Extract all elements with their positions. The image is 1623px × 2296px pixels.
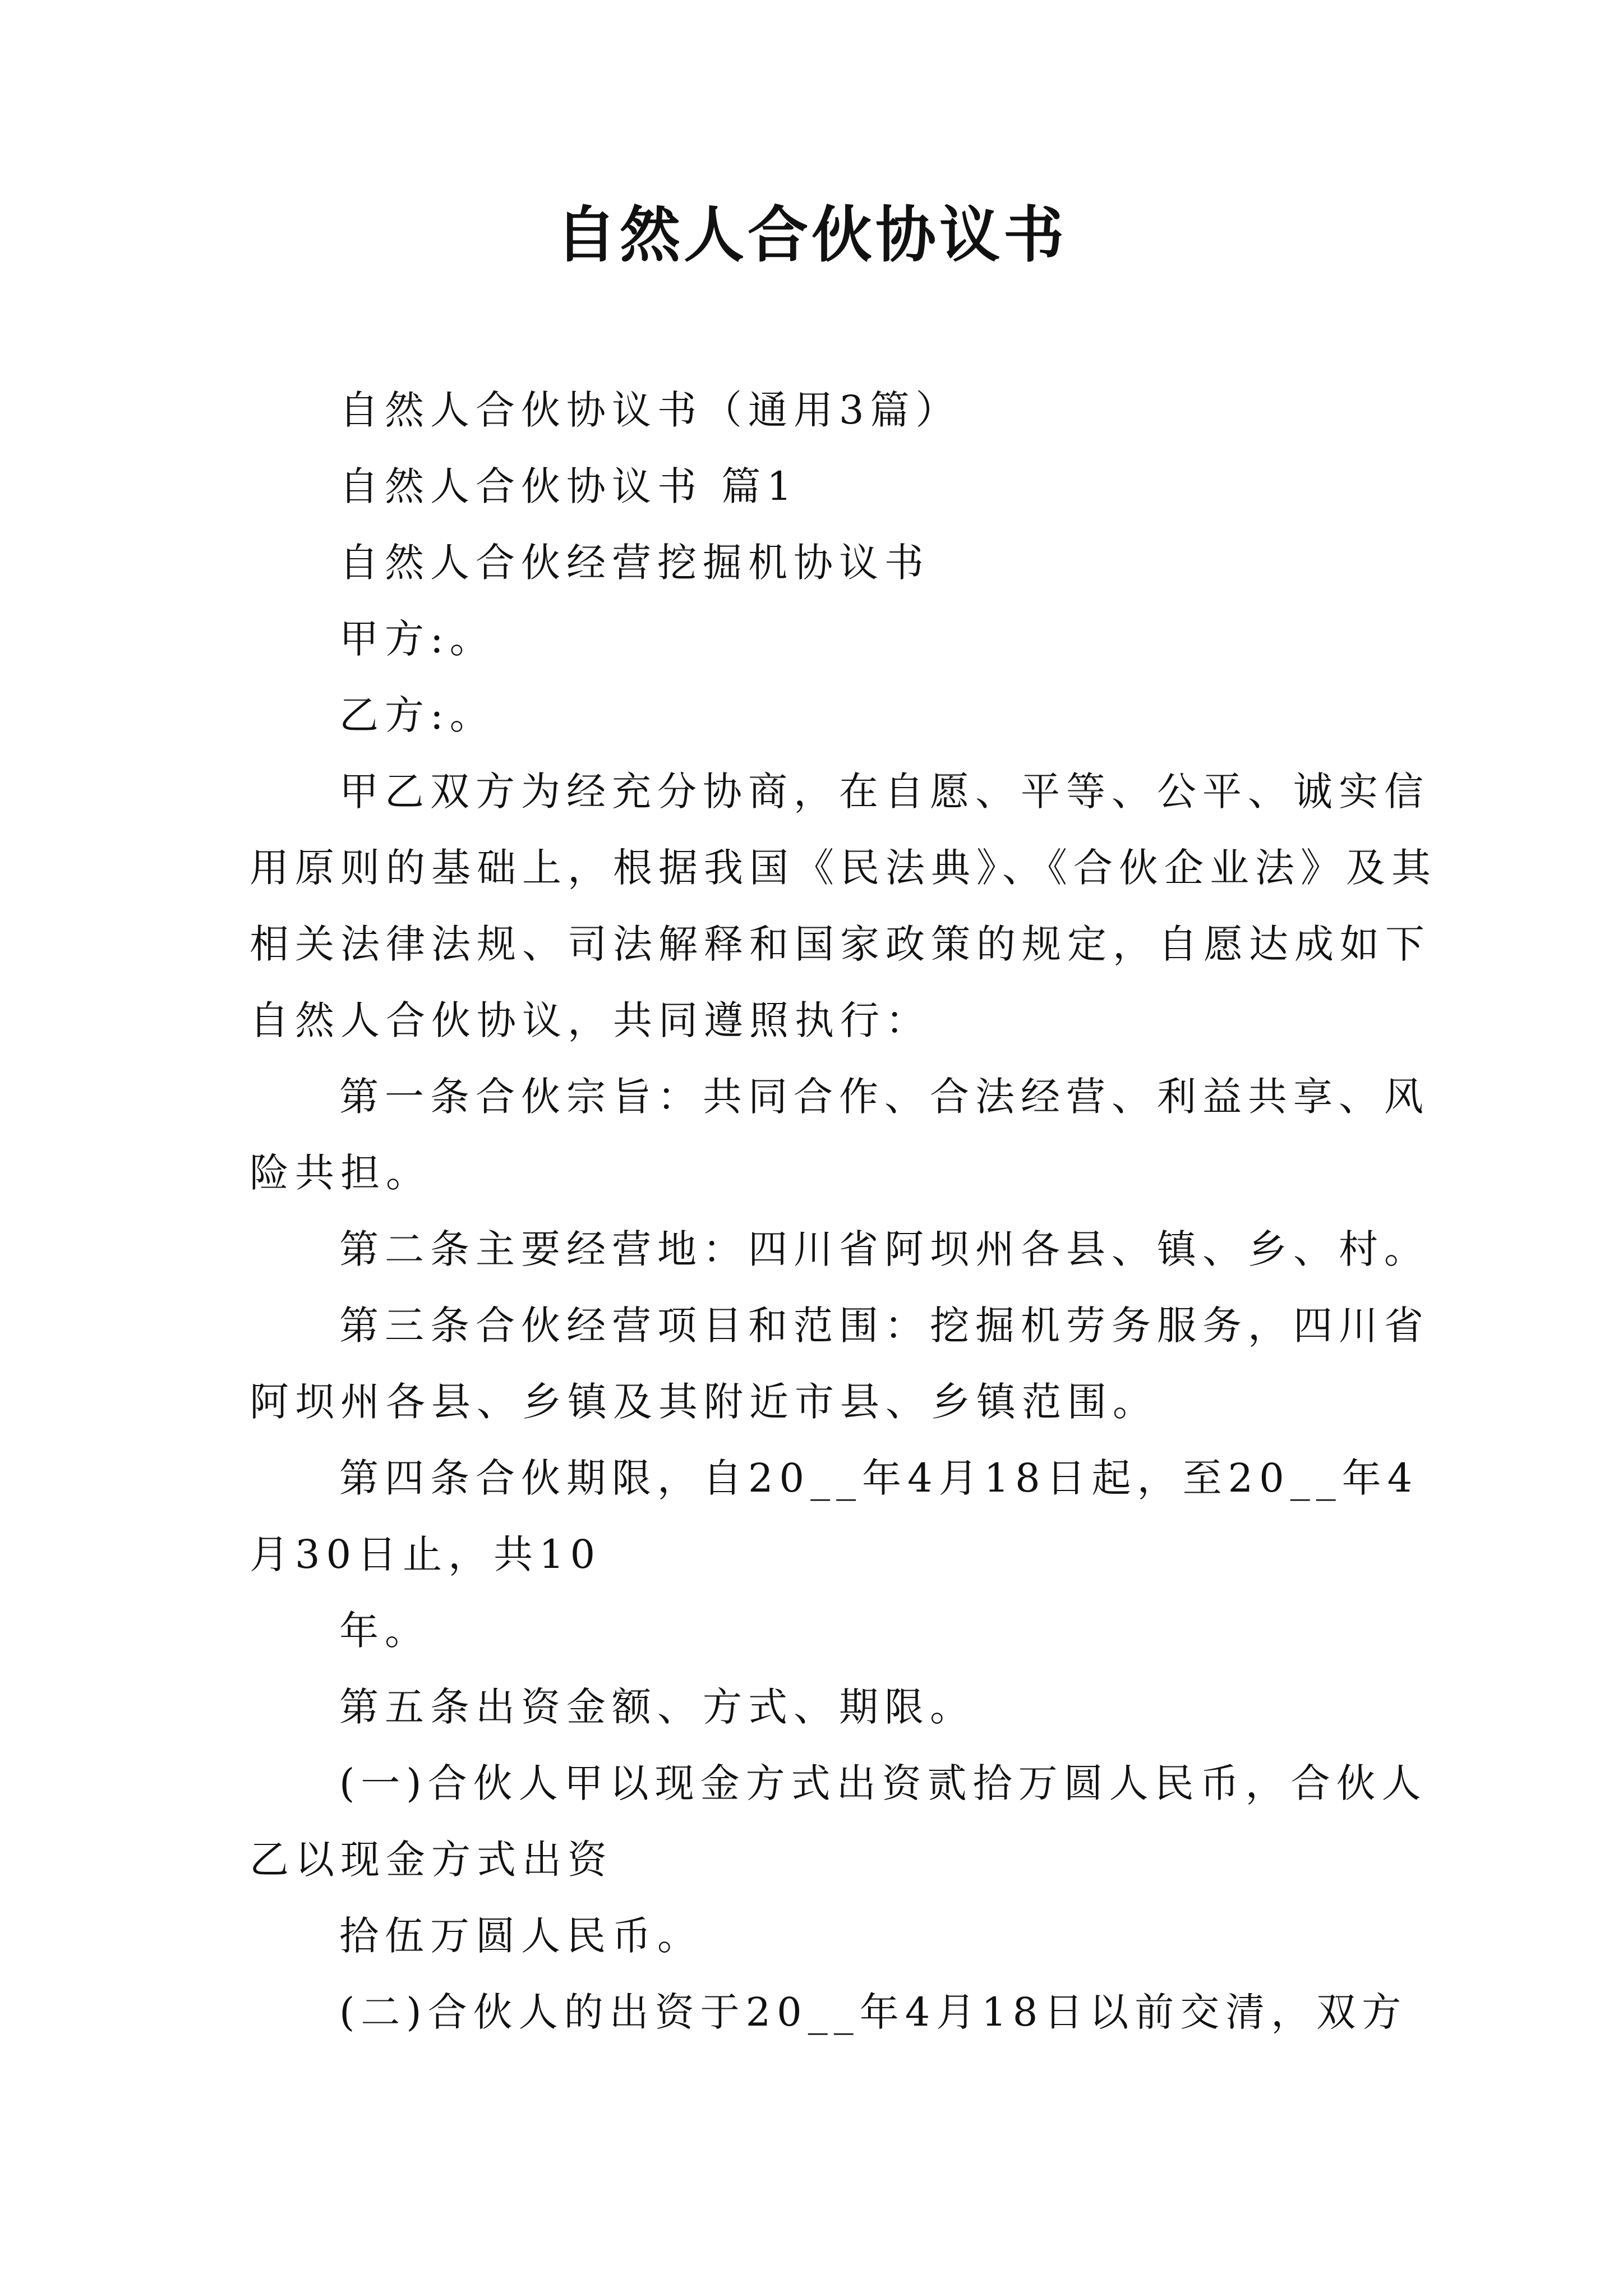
article-5-clause-2: (二)合伙人的出资于20__年4月18日以前交清，双方: [339, 1989, 1408, 2035]
party-b-line: 乙方:。: [339, 692, 495, 738]
article-4-line: 年。: [339, 1608, 430, 1654]
paragraph-line: 甲乙双方为经充分协商，在自愿、平等、公平、诚实信: [339, 769, 1430, 815]
paragraph-line: 相关法律法规、司法解释和国家政策的规定，自愿达成如下: [250, 921, 1431, 967]
article-4-line: 月30日止，共10: [250, 1531, 602, 1577]
article-1-line: 第一条合伙宗旨：共同合作、合法经营、利益共享、风: [339, 1074, 1430, 1120]
article-5-clause-1: 乙以现金方式出资: [250, 1837, 613, 1883]
article-4-line: 第四条合伙期限，自20__年4月18日起，至20__年4: [339, 1455, 1419, 1501]
article-5-line: 第五条出资金额、方式、期限。: [339, 1684, 975, 1730]
article-1-line: 险共担。: [250, 1150, 431, 1196]
agreement-name: 自然人合伙经营挖掘机协议书: [339, 540, 930, 586]
paragraph-line: 自然人合伙协议，共同遵照执行：: [250, 997, 931, 1043]
article-3-line: 阿坝州各县、乡镇及其附近市县、乡镇范围。: [250, 1379, 1158, 1425]
article-3-line: 第三条合伙经营项目和范围：挖掘机劳务服务，四川省: [339, 1303, 1430, 1349]
article-5-clause-1: 拾伍万圆人民币。: [339, 1913, 703, 1959]
article-2-line: 第二条主要经营地：四川省阿坝州各县、镇、乡、村。: [339, 1226, 1430, 1272]
subtitle-line: 自然人合伙协议书（通用3篇）: [339, 387, 961, 433]
party-a-line: 甲方:。: [339, 616, 495, 662]
paragraph-line: 用原则的基础上，根据我国《民法典》、《合伙企业法》及其: [250, 845, 1437, 891]
document-title: 自然人合伙协议书: [555, 200, 1067, 270]
article-5-clause-1: (一)合伙人甲以现金方式出资贰拾万圆人民币，合伙人: [339, 1760, 1427, 1806]
section-heading: 自然人合伙协议书 篇1: [339, 463, 798, 509]
